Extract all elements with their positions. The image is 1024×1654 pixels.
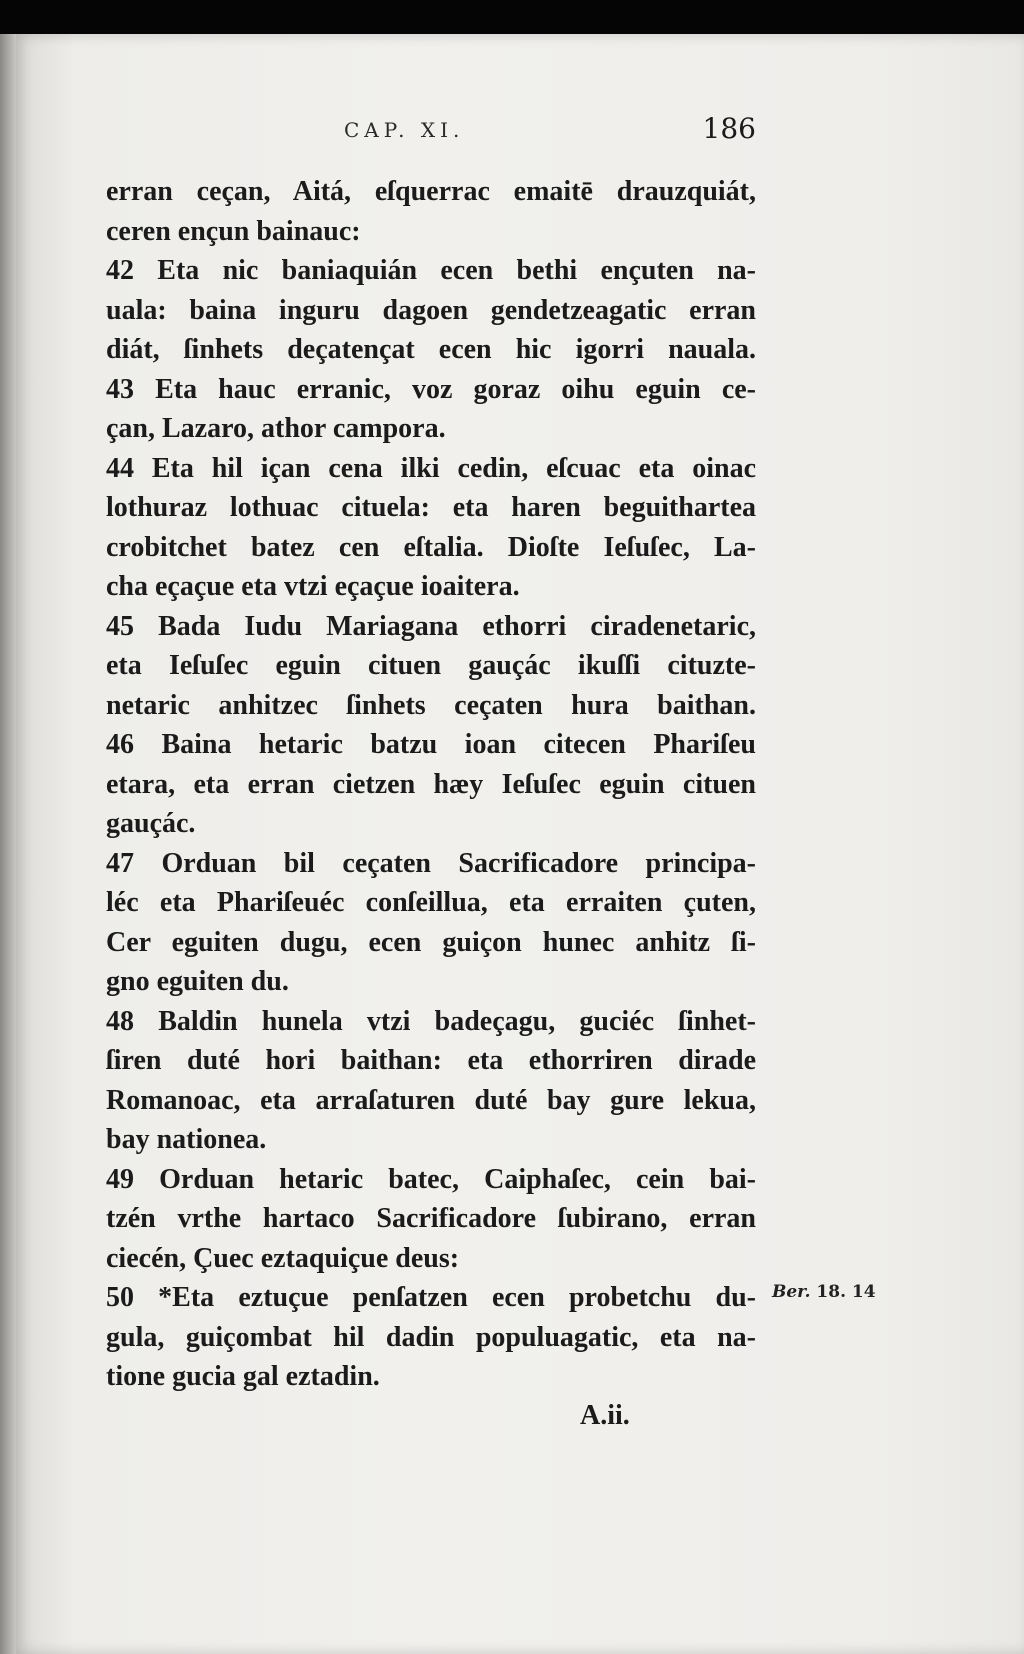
text-line: ciecén, Çuec eztaquiçue deus:	[106, 1242, 460, 1274]
text-line: 46 Baina hetaric batzu ioan citecen Phariſeu	[106, 729, 756, 760]
text-line: eta Ieſuſec eguin cituen gauçác ikuſſi cituzte-	[106, 650, 756, 681]
text-line: diát, ſinhets deçatençat ecen hic igorri nauala.	[106, 334, 756, 365]
text-line: ſiren duté hori baithan: eta ethorriren dirade	[106, 1045, 756, 1076]
page-gutter	[0, 34, 16, 1654]
body-text	[106, 172, 756, 1397]
text-line: çan, Lazaro, athor campora.	[106, 413, 446, 444]
text-line: netaric anhitzec ſinhets ceçaten hura baithan.	[106, 689, 756, 721]
text-line: Romanoac, eta arraſaturen duté bay gure lekua,	[106, 1084, 756, 1116]
text-line: léc eta Phariſeuéc conſeillua, eta erraiten çuten,	[106, 887, 756, 918]
margin-note-book: Ber.	[772, 1282, 811, 1302]
text-line: crobitchet batez cen eſtalia. Dioſte Ieſuſec, La-	[106, 531, 756, 563]
text-line: 45 Bada Iudu Mariagana ethorri ciradenetaric,	[106, 610, 756, 642]
text-line: lothuraz lothuac cituela: eta haren beguithartea	[106, 492, 756, 523]
text-line: ceren ençun bainauc:	[106, 215, 361, 247]
text-line: bay nationea.	[106, 1124, 267, 1155]
text-line: Cer eguiten dugu, ecen guiçon hunec anhitz ſi-	[106, 926, 756, 958]
text-line: cha eçaçue eta vtzi eçaçue ioaitera.	[106, 571, 520, 602]
text-line: gula, guiçombat hil dadin populuagatic, eta na-	[106, 1321, 756, 1353]
signature-mark: A.ii.	[580, 1400, 630, 1431]
running-header	[106, 112, 756, 152]
text-line: 47 Orduan bil ceçaten Sacrificadore principa-	[106, 847, 756, 879]
text-line: tione gucia gal eztadin.	[106, 1361, 380, 1392]
text-line: etara, eta erran cietzen hæy Ieſuſec eguin cituen	[106, 768, 756, 800]
text-line: tzén vrthe hartaco Sacrificadore ſubirano, erran	[106, 1203, 756, 1234]
text-line: 49 Orduan hetaric batec, Caiphaſec, cein bai-	[106, 1163, 756, 1195]
text-line: gauçác.	[106, 808, 196, 839]
margin-note	[772, 1282, 876, 1302]
scan-border	[0, 0, 1024, 36]
text-line: gno eguiten du.	[106, 966, 289, 997]
text-line: erran ceçan, Aitá, eſquerrac emaitē drauzquiát,	[106, 176, 756, 207]
text-line: 42 Eta nic baniaquián ecen bethi ençuten na-	[106, 255, 756, 286]
text-line: 48 Baldin hunela vtzi badeçagu, guciéc ſinhet-	[106, 1005, 756, 1037]
text-line: 43 Eta hauc erranic, voz goraz oihu eguin ce-	[106, 373, 756, 405]
text-line: 44 Eta hil içan cena ilki cedin, eſcuac eta oinac	[106, 452, 756, 484]
margin-note-reference: 18. 14	[816, 1282, 876, 1302]
page-number: 186	[702, 112, 756, 145]
text-line: uala: baina inguru dagoen gendetzeagatic erran	[106, 294, 756, 326]
chapter-heading: CAP. XI.	[344, 118, 465, 142]
text-line: 50 *Eta eztuçue penſatzen ecen probetchu du-	[106, 1282, 756, 1313]
